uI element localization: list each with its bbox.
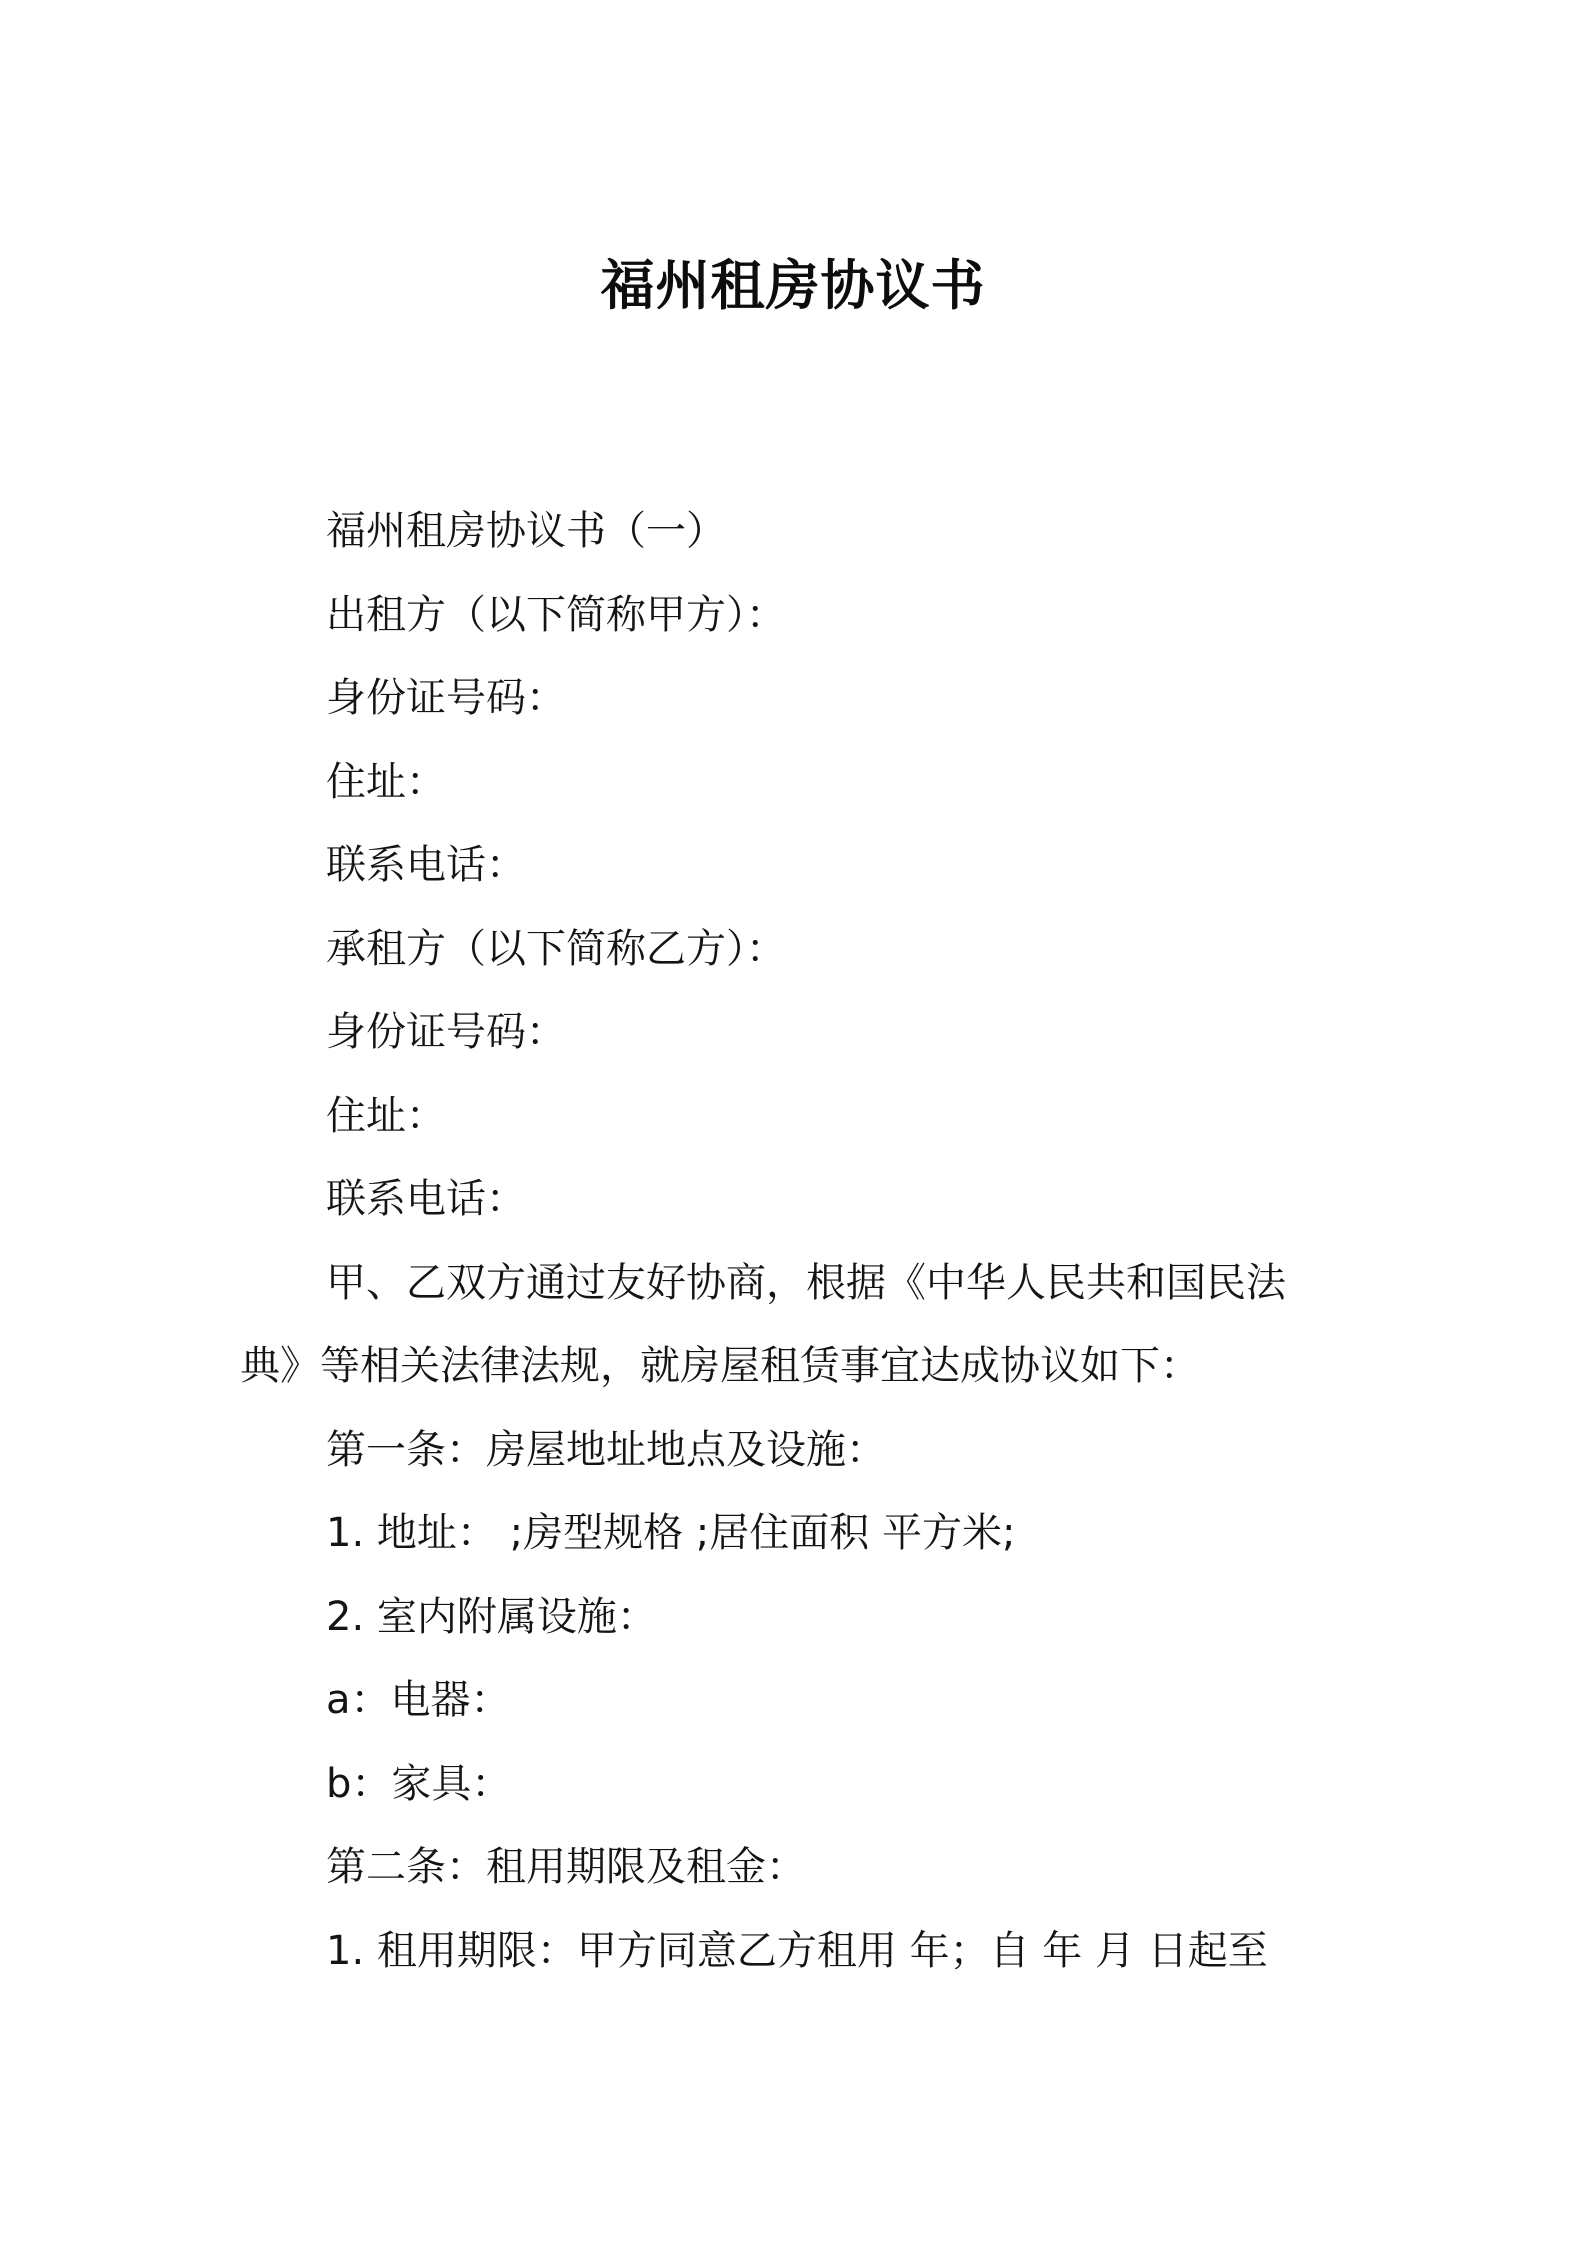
article-1-heading: 第一条：房屋地址地点及设施： (326, 1426, 886, 1473)
lessor-id-line: 身份证号码： (326, 675, 566, 721)
appliances-line: a：电器： (326, 1677, 511, 1723)
lessee-phone-line: 联系电话： (326, 1176, 526, 1222)
lessor-heading: 出租方（以下简称甲方）： (326, 591, 786, 638)
preamble-line-2: 典》等相关法律法规，就房屋租赁事宜达成协议如下： (240, 1343, 1200, 1389)
furniture-line: b：家具： (326, 1760, 512, 1807)
preamble-line-1: 甲、乙双方通过友好协商，根据《中华人民共和国民法 (326, 1259, 1286, 1306)
lessor-address-line: 住址： (326, 758, 446, 805)
lessor-phone-line: 联系电话： (326, 842, 526, 888)
lessee-address-line: 住址： (326, 1092, 446, 1139)
document-body (240, 490, 1358, 1993)
article-2-heading: 第二条：租用期限及租金： (326, 1844, 806, 1890)
lessee-id-line: 身份证号码： (326, 1009, 566, 1055)
article-1-item-1: 1. 地址： ;房型规格 ;居住面积 平方米; (326, 1510, 1016, 1556)
article-2-item-1: 1. 租用期限：甲方同意乙方租用 年；自 年 月 日起至 (326, 1927, 1268, 1974)
lessee-heading: 承租方（以下简称乙方）： (326, 925, 786, 972)
article-1-item-2: 2. 室内附属设施： (326, 1593, 657, 1640)
document-title: 福州租房协议书 (600, 254, 986, 317)
subtitle-line: 福州租房协议书（一） (326, 508, 726, 554)
